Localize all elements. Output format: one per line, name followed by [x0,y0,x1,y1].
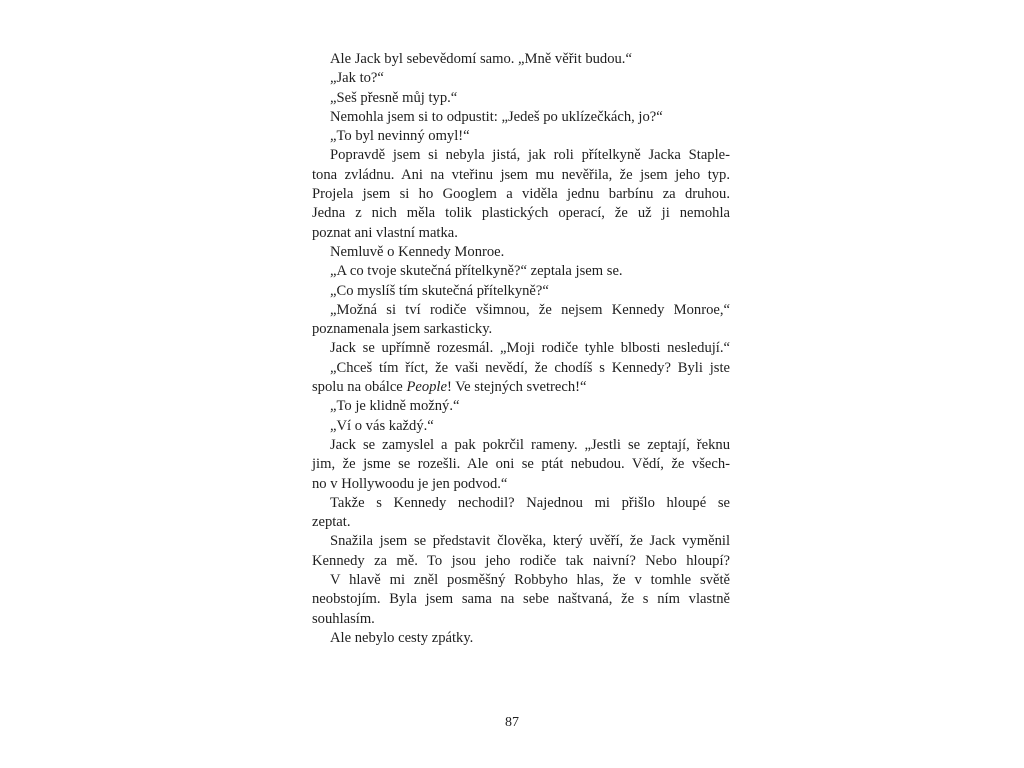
text-line: Jack se upřímně rozesmál. „Moji rodiče tyhle blbosti nesledují.“ [330,340,730,357]
text-line: „Chceš tím říct, že vaši nevědí, že chodíš s Kennedy? Byli jste [330,359,730,376]
text-line: Nemohla jsem si to odpustit: „Jedeš po uklízečkách, jo?“ [330,108,663,125]
text-line: „To byl nevinný omyl!“ [330,128,470,145]
text-line: Projela jsem si ho Googlem a viděla jednu barbínu za druhou. [312,186,730,203]
text-line: Popravdě jsem si nebyla jistá, jak roli přítelkyně Jacka Staple- [330,147,730,164]
text-line: tona zvládnu. Ani na vteřinu jsem mu nevěřila, že jsem jeho typ. [312,166,730,183]
body-text [312,50,730,648]
text-line: Ale Jack byl sebevědomí samo. „Mně věřit budou.“ [330,51,632,67]
text-line: poznat ani vlastní matka. [312,224,458,241]
text-line: „To je klidně možný.“ [330,398,460,415]
text-line: „Co myslíš tím skutečná přítelkyně?“ [330,282,549,299]
text-line: „A co tvoje skutečná přítelkyně?“ zeptala jsem se. [330,263,623,280]
text-line: Takže s Kennedy nechodil? Najednou mi přišlo hloupé se [330,494,730,511]
text-line: neobstojím. Byla jsem sama na sebe naštvaná, že s ním vlastně [312,591,730,608]
text-line: Jack se zamyslel a pak pokrčil rameny. „Jestli se zeptají, řeknu [330,436,730,453]
text-line: „Možná si tví rodiče všimnou, že nejsem Kennedy Monroe,“ [330,301,730,318]
text-line: jim, že jsme se rozešli. Ale oni se ptát nebudou. Vědí, že všech- [312,456,730,473]
text-line: Jedna z nich měla tolik plastických operací, že už ji nemohla [312,205,730,222]
text-line: souhlasím. [312,610,375,627]
text-line: „Ví o vás každý.“ [330,417,434,434]
text-line: Kennedy za mě. To jsou jeho rodiče tak naivní? Nebo hloupí? [312,552,730,569]
text-line: spolu na obálce People! Ve stejných svetrech!“ [312,379,587,396]
text-line: V hlavě mi zněl posměšný Robbyho hlas, že v tomhle světě [330,572,730,589]
magazine-title: People [406,379,447,396]
text-line: no v Hollywoodu je jen podvod.“ [312,475,508,492]
text-line: Ale nebylo cesty zpátky. [330,629,474,646]
text-line: poznamenala jsem sarkasticky. [312,321,493,338]
text-line: Snažila jsem se představit člověka, který uvěří, že Jack vyměnil [330,533,730,550]
text-line: „Seš přesně můj typ.“ [330,89,458,106]
text-line: „Jak to?“ [330,70,384,87]
text-line: zeptat. [312,514,351,531]
text-line: Nemluvě o Kennedy Monroe. [330,243,505,260]
page-number: 87 [505,715,519,730]
